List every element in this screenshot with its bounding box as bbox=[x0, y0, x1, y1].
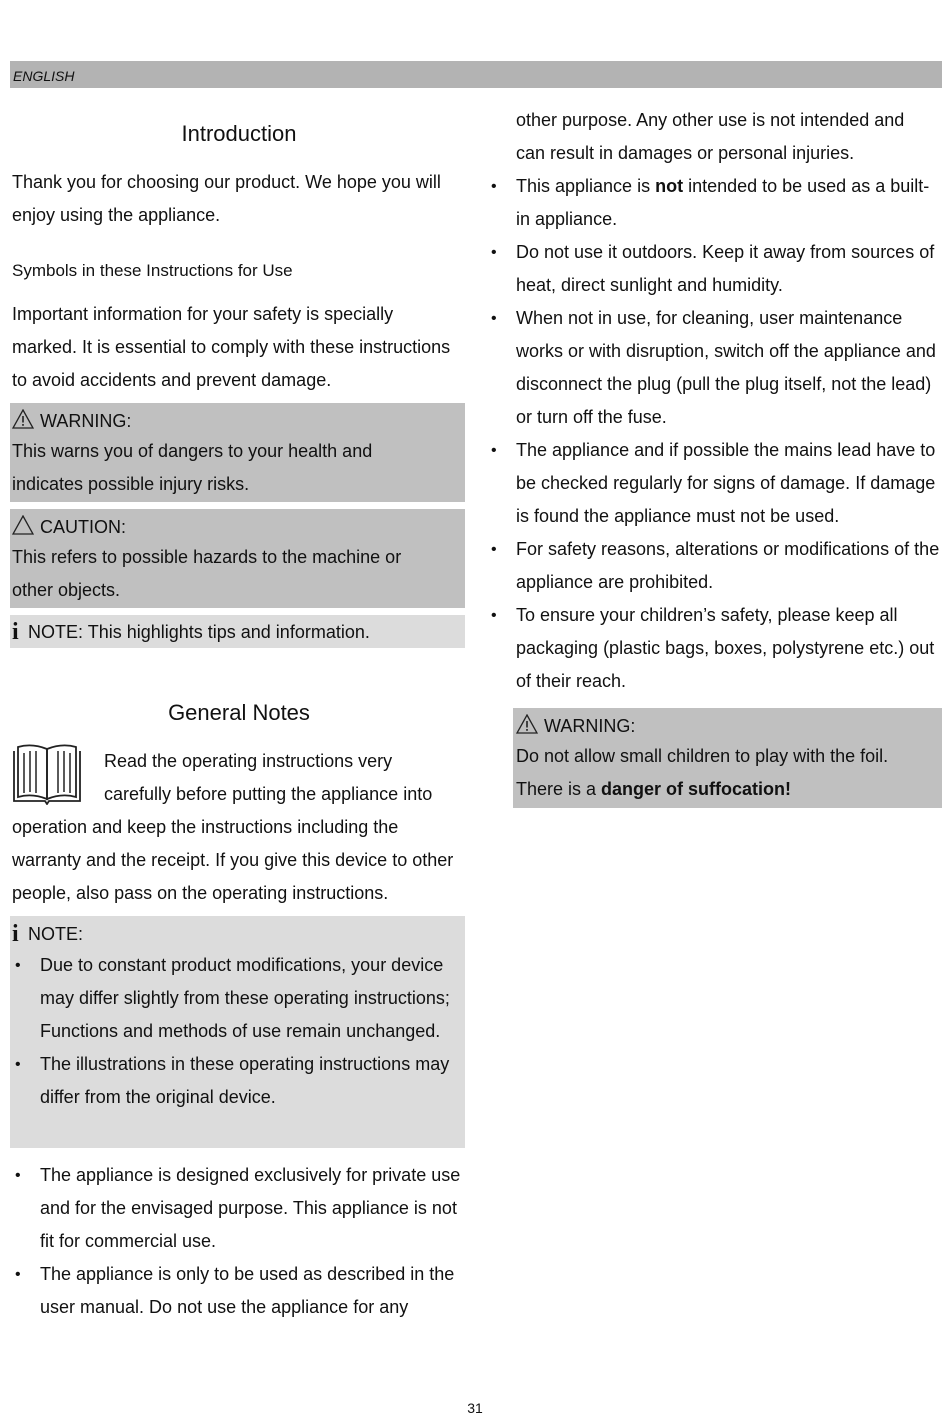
list-item: • The appliance and if possible the mains lead have to be checked regularly for signs of damage. If damage is found the appliance must not be used. bbox=[516, 434, 940, 533]
warning-text-2-pre: There is a bbox=[516, 779, 602, 799]
warning-triangle-icon bbox=[12, 409, 34, 429]
note-text: This highlights tips and information. bbox=[87, 622, 370, 642]
symbols-heading: Symbols in these Instructions for Use bbox=[12, 261, 293, 280]
info-icon: i bbox=[12, 921, 19, 947]
page-number: 31 bbox=[467, 1400, 483, 1416]
read-instructions-text-2: operation and keep the instructions including the warranty and the receipt. If you give this device to other people, also pass on the operating instructions. bbox=[12, 817, 454, 903]
read-instructions-text-1: Read the operating instructions very carefully before putting the appliance into bbox=[104, 751, 433, 804]
note-box bbox=[10, 615, 465, 648]
list-item: • The illustrations in these operating instructions may differ from the original device. bbox=[40, 1048, 452, 1114]
warning-text-2-bold: danger of suffocation! bbox=[601, 779, 792, 799]
continuation-text: other purpose. Any other use is not intended and can result in damages or personal injuries. bbox=[516, 110, 905, 163]
builtin-text-pre: This appliance is bbox=[516, 176, 656, 196]
general-note-list bbox=[40, 949, 452, 1114]
list-item: • The appliance is designed exclusively for private use and for the envisaged purpose. This appliance is not fit for commercial use. bbox=[40, 1159, 466, 1258]
caution-text: This refers to possible hazards to the machine or other objects. bbox=[12, 547, 402, 600]
list-item: • Due to constant product modifications, your device may differ slightly from these operating instructions; Functions and methods of use remain unchanged. bbox=[40, 949, 452, 1048]
builtin-text-bold: not bbox=[655, 176, 684, 196]
warning-text: This warns you of dangers to your health and indicates possible injury risks. bbox=[12, 441, 373, 494]
caution-box bbox=[10, 509, 465, 608]
list-item bbox=[516, 170, 940, 236]
list-item: • For safety reasons, alterations or modifications of the appliance are prohibited. bbox=[516, 533, 940, 599]
open-book-icon bbox=[12, 743, 82, 805]
builtin-text-post: intended to be used as a built-in appliance. bbox=[516, 176, 930, 229]
general-notes-title: General Notes bbox=[168, 700, 310, 725]
warning-triangle-icon bbox=[516, 714, 538, 734]
warning-box bbox=[10, 403, 465, 502]
language-label: ENGLISH bbox=[13, 68, 75, 84]
note-label: NOTE: bbox=[28, 622, 84, 642]
symbols-text: Important information for your safety is specially marked. It is essential to comply with these instructions to avoid accidents and prevent damage. bbox=[12, 304, 451, 390]
general-note-box bbox=[10, 916, 465, 1148]
list-item: • The appliance is only to be used as described in the user manual. Do not use the appliance for any bbox=[40, 1258, 466, 1324]
general-note-label: NOTE: bbox=[28, 924, 84, 944]
language-header-bar bbox=[10, 61, 942, 88]
general-items-list bbox=[40, 1159, 466, 1324]
suffocation-warning-box bbox=[513, 708, 942, 808]
warning-label: WARNING: bbox=[40, 411, 132, 431]
warning-text-1: Do not allow small children to play with the foil. bbox=[516, 746, 889, 766]
warning-text-2 bbox=[516, 773, 939, 806]
list-item: • When not in use, for cleaning, user maintenance works or with disruption, switch off the appliance and disconnect the plug (pull the plug itself, not the lead) or turn off the fuse. bbox=[516, 302, 940, 434]
warning-label: WARNING: bbox=[544, 716, 636, 736]
safety-items-list bbox=[516, 170, 940, 698]
list-item: • Do not use it outdoors. Keep it away from sources of heat, direct sunlight and humidity. bbox=[516, 236, 940, 302]
caution-triangle-icon bbox=[12, 515, 34, 535]
list-item: • To ensure your children’s safety, please keep all packaging (plastic bags, boxes, polystyrene etc.) out of their reach. bbox=[516, 599, 940, 698]
intro-text: Thank you for choosing our product. We hope you will enjoy using the appliance. bbox=[12, 172, 441, 225]
info-icon: i bbox=[12, 619, 19, 645]
caution-label: CAUTION: bbox=[40, 517, 127, 537]
introduction-title: Introduction bbox=[181, 121, 297, 146]
